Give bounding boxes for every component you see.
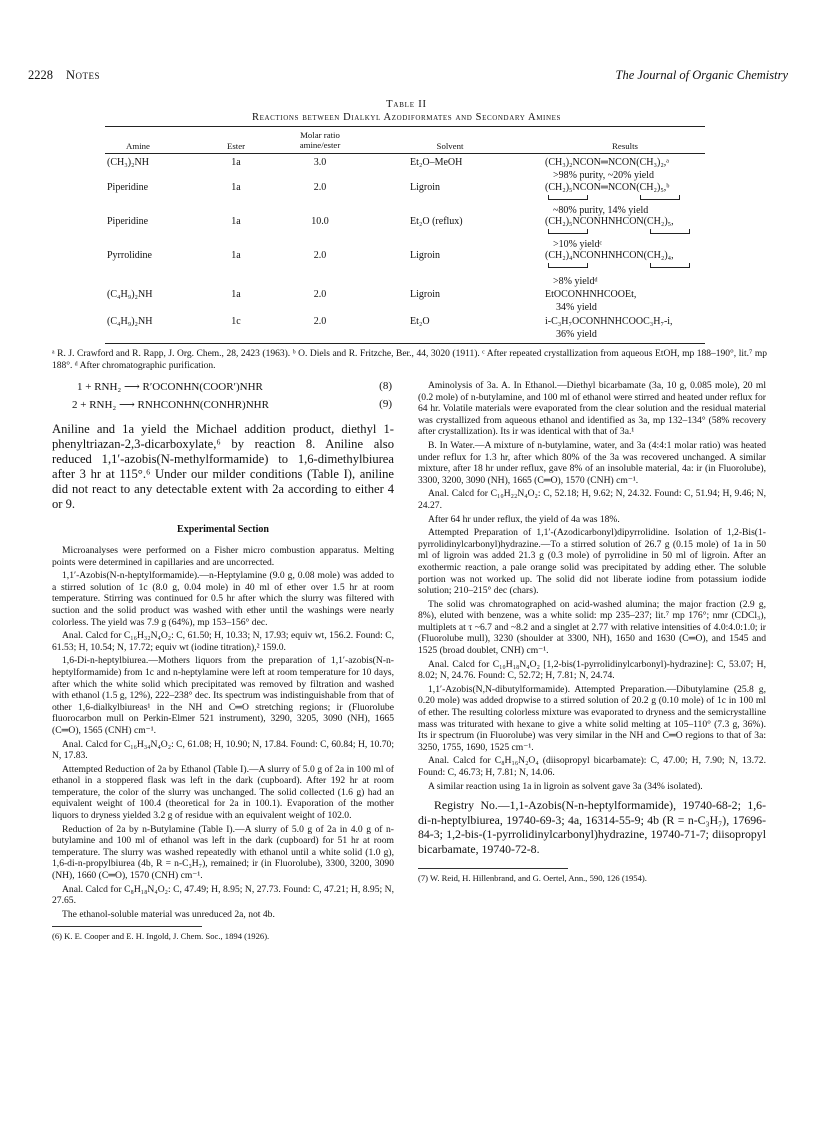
- table-cell-result: (CH₂)₄NCONHNHCON(CH₂)₄,: [545, 250, 674, 261]
- ring-bracket: [548, 229, 588, 234]
- table-cell-ratio: 2.0: [313, 289, 327, 300]
- table-cell-result-note: 36% yield: [556, 329, 597, 340]
- col-head-ratio-line2: amine/ester: [299, 140, 341, 150]
- body-paragraph: Aminolysis of 3a. A. In Ethanol.—Diethyl bicarbamate (3a, 10 g, 0.085 mole), 20 ml (0.2 mole) of n-butylamine, and 100 ml of ethanol were stirred and heated under reflux for 64 hr. Volatile materials were evaporated from the clear solution and the residual material was crystallized from aqueous ethanol and identified as 3a, mp 132–134° (58% recovery after crystallization). Its ir was identical with that of 3a.¹: [418, 380, 766, 438]
- body-paragraph: Reduction of 2a by n-Butylamine (Table I).—A slurry of 5.0 g of 2a in 4.0 g of n-butylamine and 100 ml of ethanol was left in the dark (cupboard) for 51 hr at room temperature. The slurry was washed repeatedly with ethanol until a white solid (1.0 g), 1,6-di-n-propylbiurea (4b, R = n-C₃H₇), remained; ir (in Fluorolube), 3300, 3200, 3090 (NH), 1660 (C═O), 1570 (CNH) cm⁻¹.: [52, 823, 394, 882]
- equation-number: (8): [379, 380, 392, 392]
- intro-paragraph: Aniline and 1a yield the Michael addition product, diethyl 1-phenyltriazan-2,3-dicarboxylate,⁶ by reaction 8. Aniline also reduced 1,1′-azobis(N-methylformamide) to 1,6-dimethylbiurea after 3 hr at 115°.⁶ Under our milder conditions (Table I), aniline did not react to any detectable extent with 2a according to either 4 or 9.: [52, 422, 394, 511]
- body-paragraph: Attempted Preparation of 1,1′-(Azodicarbonyl)dipyrrolidine. Isolation of 1,2-Bis(1-pyrrolidinylcarbonyl)hydrazine.—To a stirred solution of 26.7 g (0.15 mole) of 1a in 50 ml of ligroin was added 21.3 g (0.3 mole) of pyrrolidine in 50 ml of ligroin. After an exothermic reaction, a pale orange solid was precipitated by adding ether. The soluble portion was not worked up. The solid did not liberate iodine from potassium iodide solution; 210–215° dec (chars).: [418, 527, 766, 597]
- table-cell-amine: (C₄H₉)₂NH: [107, 316, 153, 327]
- footnote: (7) W. Reid, H. Hillenbrand, and G. Oertel, Ann., 590, 126 (1954).: [418, 868, 568, 883]
- table-cell-amine: Pyrrolidine: [107, 250, 152, 261]
- table-cell-ratio: 10.0: [311, 216, 329, 227]
- col-head-amine: Amine: [126, 141, 150, 151]
- table-cell-amine: (C₄H₉)₂NH: [107, 289, 153, 300]
- page-header: [28, 68, 788, 84]
- ring-bracket: [650, 229, 690, 234]
- equation: [52, 398, 394, 416]
- table-cell-result: EtOCONHNHCOOEt,: [545, 289, 637, 300]
- col-head-results: Results: [612, 141, 638, 151]
- ring-bracket: [650, 263, 690, 268]
- body-paragraph: Attempted Reduction of 2a by Ethanol (Table I).—A slurry of 5.0 g of 2a in 100 ml of ethanol in a stoppered flask was left in the dark (cupboard). After 192 hr at room temperature, the color of the slurry was unchanged. The solid collected (1.6 g) had an equivalent weight of 100.4 (theoretical for 2a in 100.1). Evaporation of the mother liquors to dryness yielded 3.2 g of residue with an equivalent weight of 102.0.: [52, 763, 394, 822]
- table-footnotes: ᵃ R. J. Crawford and R. Rapp, J. Org. Chem., 28, 2423 (1963). ᵇ O. Diels and R. Fritzche, Ber., 44, 3020 (1911). ᶜ After repeated crystallization from aqueous EtOH, mp 188–190°, lit.⁷ mp 188°. ᵈ After chromatographic purification.: [52, 349, 767, 371]
- table-cell-result-note: >10% yieldᶜ: [553, 239, 603, 250]
- ring-bracket: [548, 263, 588, 268]
- table-cell-result: (CH₂)₅NCONHNHCON(CH₂)₅,: [545, 216, 674, 227]
- ring-bracket: [640, 195, 680, 200]
- body-paragraph: A similar reaction using 1a in ligroin as solvent gave 3a (34% isolated).: [428, 780, 703, 792]
- running-head: Notes: [66, 68, 101, 82]
- table-cell-result: (CH₂)₅NCON═NCON(CH₂)₅,ᵇ: [545, 182, 670, 193]
- right-column: [418, 380, 766, 883]
- body-paragraph: Anal. Calcd for C₈H₁₈N₄O₂: C, 47.49; H, 8.95; N, 27.73. Found: C, 47.21; H, 8.95; N, 27.65.: [52, 883, 394, 907]
- table-cell-amine: Piperidine: [107, 216, 149, 227]
- body-paragraph: Anal. Calcd for C₁₆H₃₄N₄O₂: C, 61.08; H, 10.90; N, 17.84. Found: C, 60.84; H, 10.70; N, 17.83.: [52, 738, 394, 762]
- table-cell-solvent: Et₂O: [410, 316, 430, 327]
- table-cell-result: i-C₃H₇OCONHNHCOOC₃H₇-i,: [545, 316, 673, 327]
- table-cell-solvent: Ligroin: [410, 182, 440, 193]
- col-head-solvent: Solvent: [436, 141, 464, 151]
- ring-bracket: [548, 195, 588, 200]
- body-paragraph: The ethanol-soluble material was unreduced 2a, not 4b.: [62, 908, 275, 920]
- table-caption: Reactions between Dialkyl Azodiformates and Secondary Amines: [251, 112, 561, 123]
- table-cell-result-note: ~80% purity, 14% yield: [553, 205, 649, 216]
- table-cell-ester: 1a: [231, 182, 241, 193]
- table-cell-ratio: 2.0: [313, 182, 327, 193]
- table-cell-ester: 1a: [231, 289, 241, 300]
- table-cell-solvent: Et₂O–MeOH: [410, 157, 463, 168]
- footnote: (6) K. E. Cooper and E. H. Ingold, J. Chem. Soc., 1894 (1926).: [52, 926, 202, 941]
- table-cell-solvent: Ligroin: [410, 250, 440, 261]
- table-cell-solvent: Ligroin: [410, 289, 440, 300]
- table-head-rule: [105, 153, 705, 154]
- table-cell-result-note: 34% yield: [556, 302, 597, 313]
- body-paragraph: Microanalyses were performed on a Fisher micro combustion apparatus. Melting points were determined in capillaries and are uncorrected.: [52, 545, 394, 568]
- table-cell-result-note: >98% purity, ~20% yield: [553, 170, 654, 181]
- body-paragraph: The solid was chromatographed on acid-washed alumina; the major fraction (2.9 g, 8%), eluted with benzene, was a white solid: mp 235–237; lit.⁷ mp 176°; nmr (CDCl₃), multiplets at τ ~6.7 and ~8.2 and a singlet at 2.77 with relative intensities of 4.0:4.0:1.0; ir (Fluorolube mull), 3230 (shoulder at 3300, NH), 1650 and 1630 (C═O), and 1545 and 1525 (broad doublet, CNH) cm⁻¹.: [418, 598, 766, 657]
- table-cell-ester: 1a: [231, 216, 241, 227]
- body-paragraph: After 64 hr under reflux, the yield of 4a was 18%.: [428, 513, 620, 525]
- registry-numbers: Registry No.—1,1-Azobis(N-n-heptylformamide), 19740-68-2; 1,6-di-n-heptylbiurea, 19740-69-3; 4a, 16314-55-9; 4b (R = n-C₃H₇), 17696-84-3; 1,2-bis-(1-pyrrolidinylcarbonyl)hydrazine, 19740-71-7; diisopropyl bicarbamate, 19740-72-8.: [418, 798, 766, 856]
- equation-text: 1 + RNH₂ ⟶ R′OCONHN(COOR′)NHR: [77, 381, 263, 393]
- table-label: Table II: [386, 99, 427, 110]
- body-paragraph: Anal. Calcd for C₁₀H₁₈N₄O₂ [1,2-bis(1-pyrrolidinylcarbonyl)-hydrazine]: C, 53.07; H, 8.02; N, 24.76. Found: C, 52.72; H, 7.81; N, 24.74.: [418, 658, 766, 682]
- col-head-ratio-line1: Molar ratio: [300, 130, 340, 140]
- equation-text: 2 + RNH₂ ⟶ RNHCONHN(CONHR)NHR: [72, 399, 269, 411]
- section-title: Experimental Section: [177, 524, 269, 535]
- table-cell-ratio: 2.0: [313, 316, 327, 327]
- journal-title: The Journal of Organic Chemistry: [615, 68, 788, 82]
- table-cell-ester: 1a: [231, 250, 241, 261]
- body-paragraph: Anal. Calcd for C₁₀H₂₂N₄O₂: C, 52.18; H, 9.62; N, 24.32. Found: C, 51.94; H, 9.46; N, 24.27.: [418, 488, 766, 511]
- table-cell-result: (CH₃)₂NCON═NCON(CH₃)₂,ᵃ: [545, 157, 670, 168]
- table-cell-ester: 1a: [231, 157, 241, 168]
- col-head-ratio: [275, 130, 365, 150]
- table-cell-amine: (CH₃)₂NH: [107, 157, 149, 168]
- equation-number: (9): [379, 398, 392, 410]
- table-top-rule: [105, 126, 705, 127]
- body-paragraph: Anal. Calcd for C₁₆H₃₂N₄O₂: C, 61.50; H, 10.33; N, 17.93; equiv wt, 156.2. Found: C, 61.53; H, 10.54; N, 17.72; equiv wt (iodine titration),² 159.0.: [52, 630, 394, 653]
- body-paragraph: Anal. Calcd for C₈H₁₆N₂O₄ (diisopropyl bicarbamate): C, 47.00; H, 7.90; N, 13.72. Found: C, 46.73; H, 7.81; N, 14.06.: [418, 755, 766, 778]
- table-cell-solvent: Et₂O (reflux): [410, 216, 463, 227]
- body-paragraph: 1,1′-Azobis(N-n-heptylformamide).—n-Heptylamine (9.0 g, 0.08 mole) was added to a stirred solution of 1c (8.0 g, 0.04 mole) in 40 ml of ether over 1.5 hr at room temperature. Stirring was continued for 0.5 hr after which the slurry was filtered with suction and the solid product was washed with ether until the washings were nearly colorless. The yield was 7.9 g (64%), mp 153–156° dec.: [52, 570, 394, 628]
- col-head-ester: Ester: [226, 141, 246, 151]
- table-bottom-rule: [105, 343, 705, 344]
- body-paragraph: B. In Water.—A mixture of n-butylamine, water, and 3a (4:4:1 molar ratio) was heated under reflux for 1.3 hr, after which 80% of the 3a was recovered unchanged. A similar mixture, after 18 hr under reflux, gave 8% of an insoluble material, 4a: ir (in Fluorolube), 3300, 3200, 3090 (NH), 1665 (C═O), 1570 (CNH) cm⁻¹.: [418, 439, 766, 486]
- page-number: 2228: [28, 68, 53, 82]
- table-cell-ratio: 2.0: [313, 250, 327, 261]
- table-cell-ester: 1c: [231, 316, 241, 327]
- body-paragraph: 1,6-Di-n-heptylbiurea.—Mothers liquors from the preparation of 1,1′-azobis(N-n-heptylformamide) from 1c and n-heptylamine were left at room temperature for 10 days, after which the white solid which precipitated was removed by filtration and washed with ethanol (1.5 g, 12%), 222–238° dec. Its spectrum was indistinguishable from that of other 1,6-dialkylbiureas¹ in the NH and C═O stretching regions; ir (Fluorolube fluorocarbon mull on Perkin-Elmer 521 instrument), 3290, 3205, 3090 (NH), 1665 (C═O), 1565 (CNH) cm⁻¹.: [52, 655, 394, 736]
- table-cell-ratio: 3.0: [313, 157, 327, 168]
- equation: [52, 380, 394, 398]
- table-cell-result-note: >8% yieldᵈ: [553, 276, 598, 287]
- left-column: [52, 380, 394, 941]
- table-cell-amine: Piperidine: [107, 182, 149, 193]
- body-paragraph: 1,1′-Azobis(N,N-dibutylformamide). Attempted Preparation.—Dibutylamine (25.8 g, 0.20 mole) was added dropwise to a stirred solution of 20.2 g (0.10 mole) of 1c in 100 ml of ether. The resulting colorless mixture was evaporated to dryness and the semicrystalline mass was triturated with hexane to give a white solid melting at 105–110° (7.3 g, 36%). Its ir spectrum (in Fluorolube) was very similar in the NH and C═O regions to that of 3a: 3250, 1755, 1690, 1525 cm⁻¹.: [418, 683, 766, 753]
